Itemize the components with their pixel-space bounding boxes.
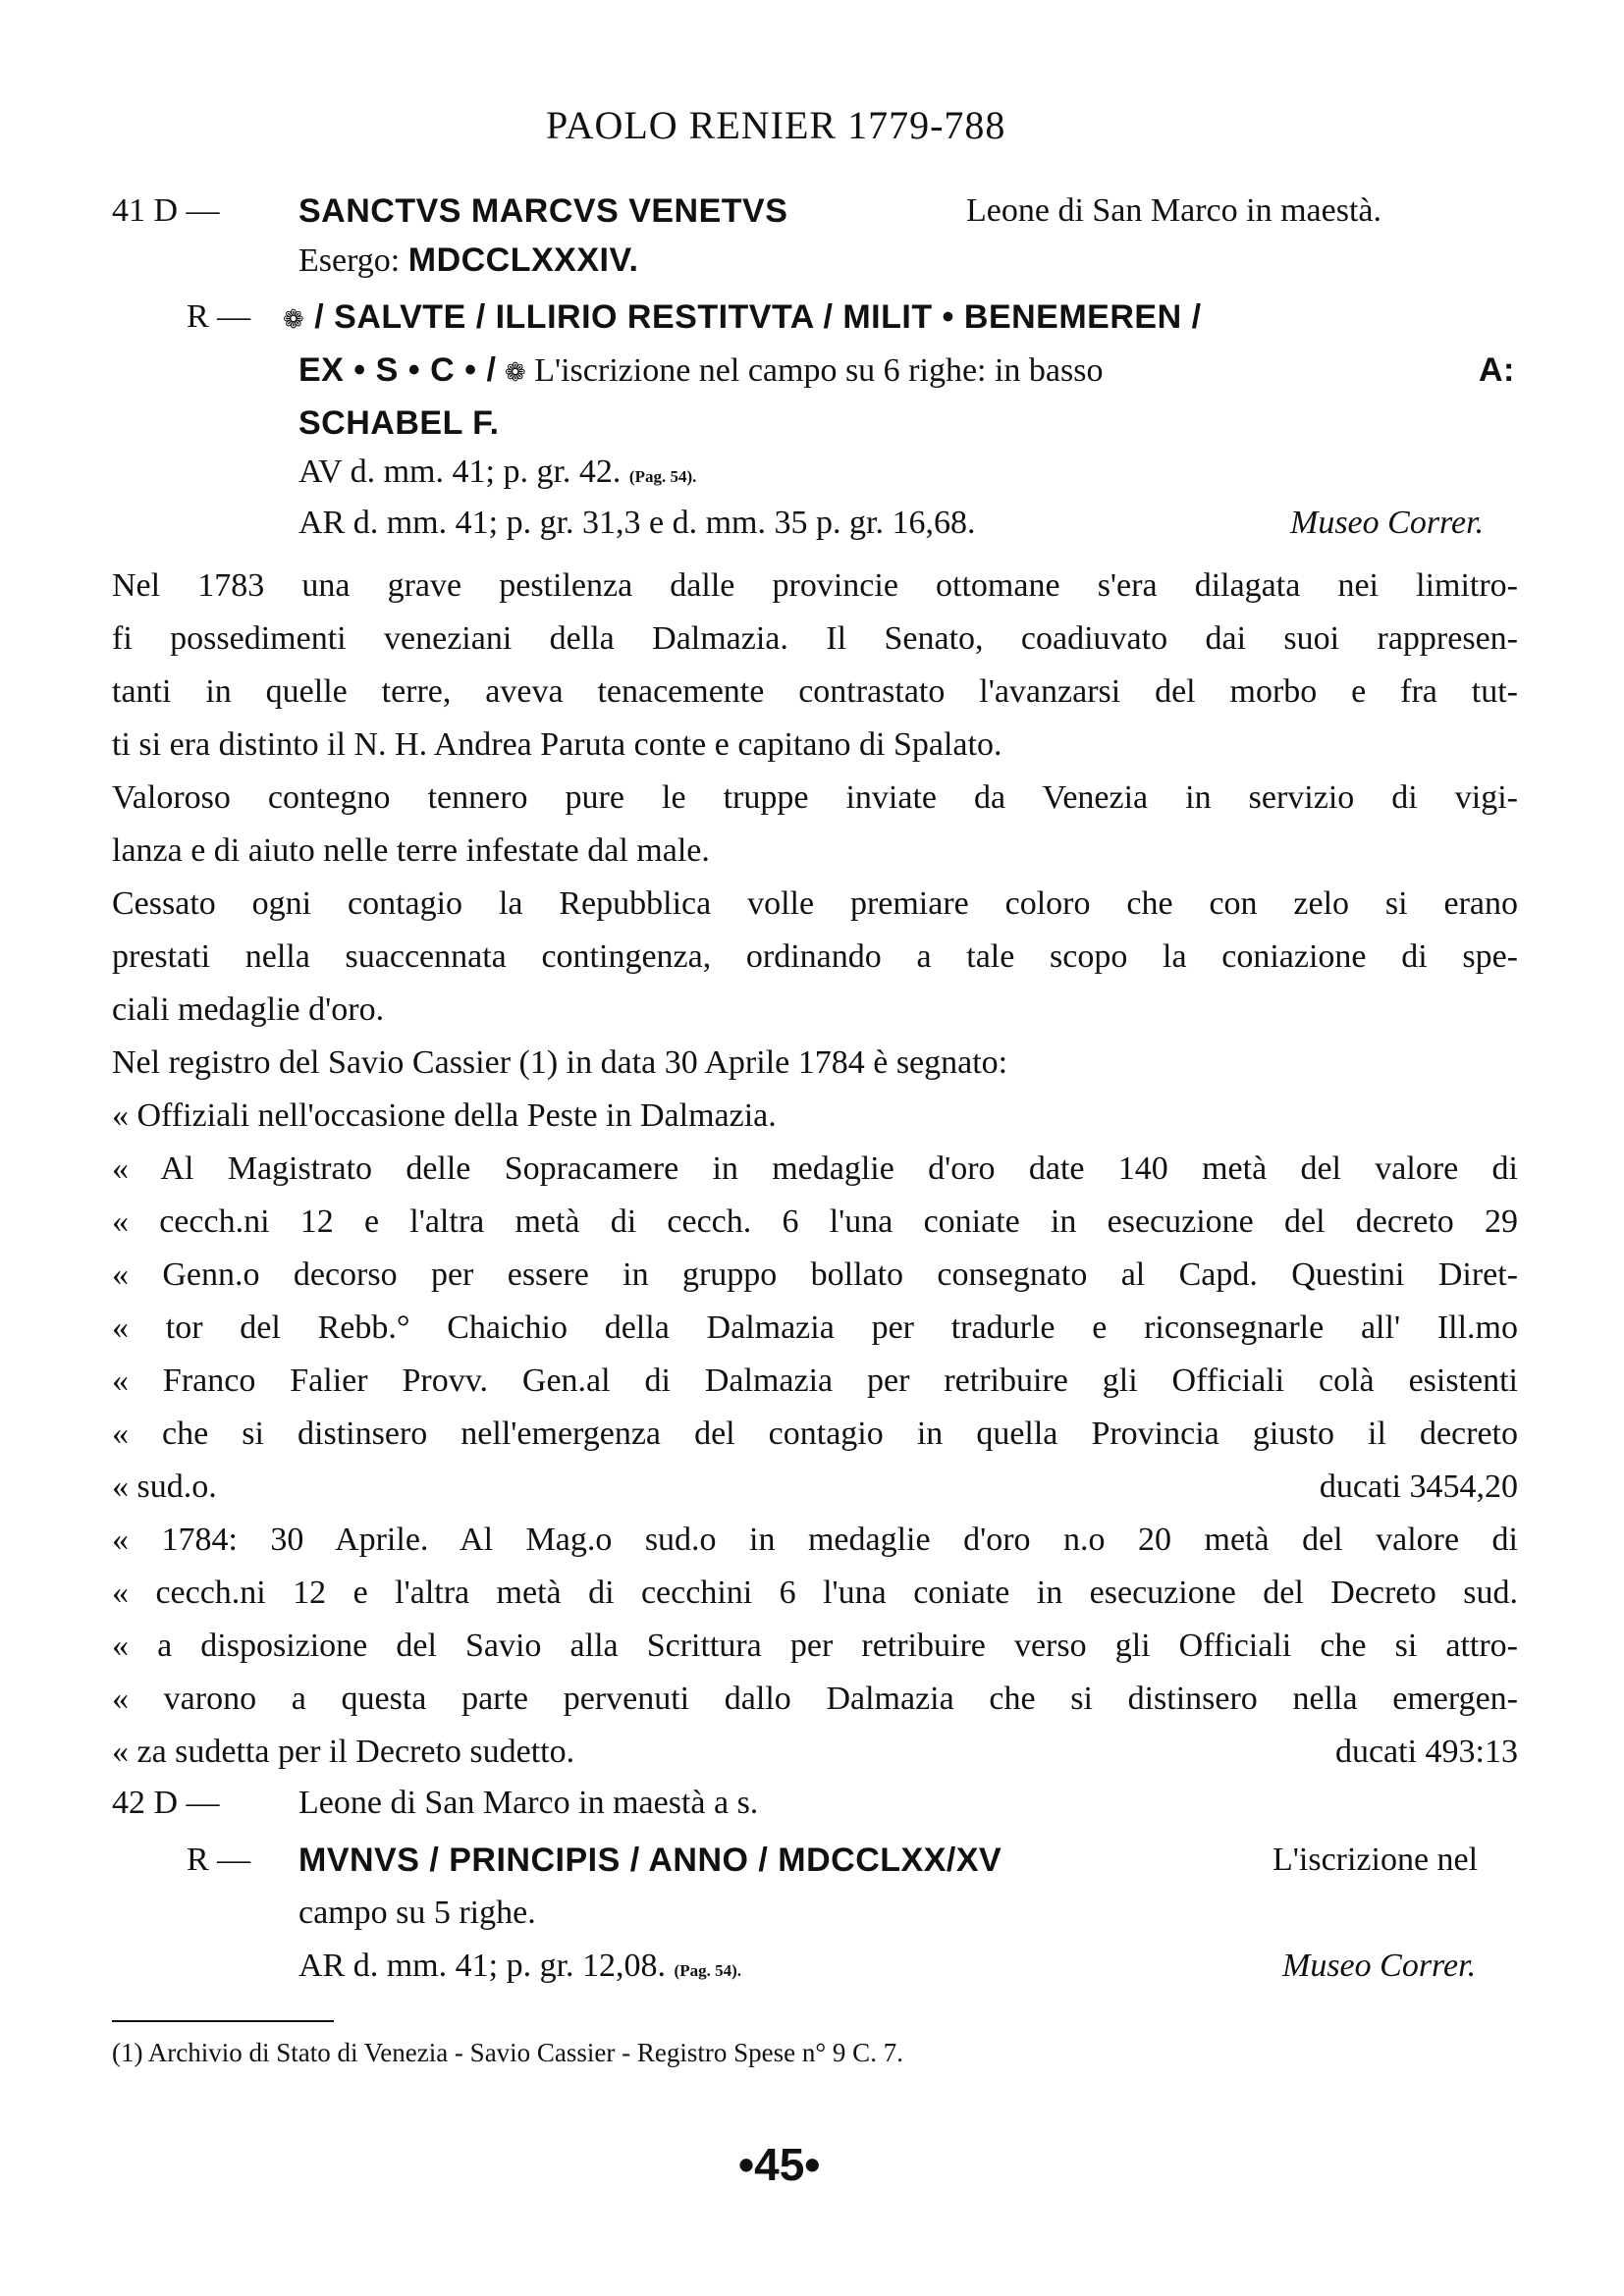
reverse-legend-line-2	[298, 351, 1103, 390]
footnote: (1) Archivio di Stato di Venezia - Savio Cassier - Registro Spese n° 9 C. 7.	[112, 2038, 903, 2067]
quote-line: « varono a questa parte pervenuti dallo Dalmazia che si distinsero nella emergen-	[112, 1681, 1518, 1717]
entry-42-silver-line	[298, 1948, 741, 1985]
entry-42-obverse-description: Leone di San Marco in maestà a s.	[298, 1785, 759, 1821]
entry-42-reverse-description: L'iscrizione nel	[1272, 1842, 1479, 1878]
engraver-initial: A:	[1479, 351, 1515, 389]
body-line: fi possedimenti veneziani della Dalmazia. Il Senato, coadiuvato dai suoi rappresen-	[112, 620, 1518, 657]
body-line: ti si era distinto il N. H. Andrea Paruta conte e capitano di Spalato.	[112, 726, 1002, 763]
exergue-value: MDCCLXXXIV.	[407, 241, 639, 279]
quote-line: « Franco Falier Provv. Gen.al di Dalmazia per retribuire gli Officiali colà esistenti	[112, 1362, 1518, 1399]
exergue-line	[298, 241, 638, 280]
entry-42-reverse-description-2: campo su 5 righe.	[298, 1895, 536, 1931]
quote-line: « tor del Rebb.° Chaichio della Dalmazia per tradurle e riconsegnarle all' Ill.mo	[112, 1309, 1518, 1346]
body-line: Nel registro del Savio Cassier (1) in data 30 Aprile 1784 è segnato:	[112, 1044, 1008, 1081]
engraver-signature: SCHABEL F.	[298, 404, 500, 442]
quote-line: « Genn.o decorso per essere in gruppo bollato consegnato al Capd. Questini Diret-	[112, 1256, 1518, 1293]
rosette-icon: ❁	[283, 304, 305, 334]
quote-line: « Offiziali nell'occasione della Peste in Dalmazia.	[112, 1097, 777, 1134]
obverse-label: 41 D —	[112, 192, 220, 229]
footnote-separator	[112, 2020, 334, 2022]
exergue-label: Esergo:	[298, 242, 401, 279]
body-line: lanza e di aiuto nelle terre infestate dal male.	[112, 832, 710, 869]
body-line: tanti in quelle terre, aveva tenacemente contrastato l'avanzarsi del morbo e fra tut-	[112, 673, 1518, 710]
entry-42-museum-location: Museo Correr.	[1282, 1948, 1477, 1984]
quote-line: « a disposizione del Savio alla Scrittura per retribuire verso gli Officiali che si attro-	[112, 1628, 1518, 1664]
rosette-icon: ❁	[504, 358, 526, 387]
body-line: ciali medaglie d'oro.	[112, 991, 385, 1028]
reverse-legend-2: EX • S • C • /	[298, 351, 497, 389]
reverse-description: L'iscrizione nel campo su 6 righe: in basso	[534, 352, 1104, 389]
ducati-amount: ducati 493:13	[1334, 1734, 1518, 1770]
reverse-label: R —	[187, 298, 251, 335]
entry-42-silver-specimen: AR d. mm. 41; p. gr. 12,08.	[298, 1948, 667, 1984]
body-line: prestati nella suaccennata contingenza, ordinando a tale scopo la coniazione di spe-	[112, 938, 1518, 975]
gold-specimen: AV d. mm. 41; p. gr. 42.	[298, 454, 622, 490]
ducati-amount: ducati 3454,20	[1319, 1468, 1518, 1505]
body-line: Nel 1783 una grave pestilenza dalle provincie ottomane s'era dilagata nei limitro-	[112, 567, 1518, 604]
reverse-legend-1: / SALVTE / ILLIRIO RESTITVTA / MILIT • BENEMEREN /	[314, 298, 1202, 336]
quote-line-left: « za sudetta per il Decreto sudetto.	[112, 1734, 575, 1770]
quote-line: « Al Magistrato delle Sopracamere in medaglie d'oro date 140 metà del valore di	[112, 1150, 1518, 1187]
gold-specimen-line	[298, 454, 696, 491]
gold-page-ref: (Pag. 54).	[628, 467, 697, 486]
reverse-legend-line-1	[283, 298, 1202, 337]
obverse-description: Leone di San Marco in maestà.	[966, 192, 1381, 229]
page-number: •45•	[738, 2139, 821, 2190]
quote-line: « cecch.ni 12 e l'altra metà di cecchini 6 l'una coniate in esecuzione del Decreto sud.	[112, 1575, 1518, 1611]
silver-specimen: AR d. mm. 41; p. gr. 31,3 e d. mm. 35 p. gr. 16,68.	[298, 505, 976, 541]
quote-line: « 1784: 30 Aprile. Al Mag.o sud.o in medaglie d'oro n.o 20 metà del valore di	[112, 1522, 1518, 1558]
entry-42-reverse-legend: MVNVS / PRINCIPIS / ANNO / MDCCLXX/XV	[298, 1842, 1002, 1879]
quote-line-left: « sud.o.	[112, 1468, 217, 1505]
body-line: Valoroso contegno tennero pure le truppe inviate da Venezia in servizio di vigi-	[112, 779, 1518, 816]
quote-line: « cecch.ni 12 e l'altra metà di cecch. 6 l'una coniate in esecuzione del decreto 29	[112, 1203, 1518, 1240]
museum-location: Museo Correr.	[1290, 505, 1485, 541]
entry-42-reverse-label: R —	[187, 1842, 251, 1878]
entry-42-obverse-label: 42 D —	[112, 1785, 220, 1821]
obverse-legend: SANCTVS MARCVS VENETVS	[298, 192, 788, 230]
quote-line: « che si distinsero nell'emergenza del contagio in quella Provincia giusto il decreto	[112, 1415, 1518, 1452]
page-title: PAOLO RENIER 1779-788	[546, 103, 1006, 147]
entry-41-obverse	[112, 192, 220, 230]
entry-42-page-ref: (Pag. 54).	[674, 1961, 741, 1980]
body-line: Cessato ogni contagio la Repubblica volle premiare coloro che con zelo si erano	[112, 885, 1518, 922]
